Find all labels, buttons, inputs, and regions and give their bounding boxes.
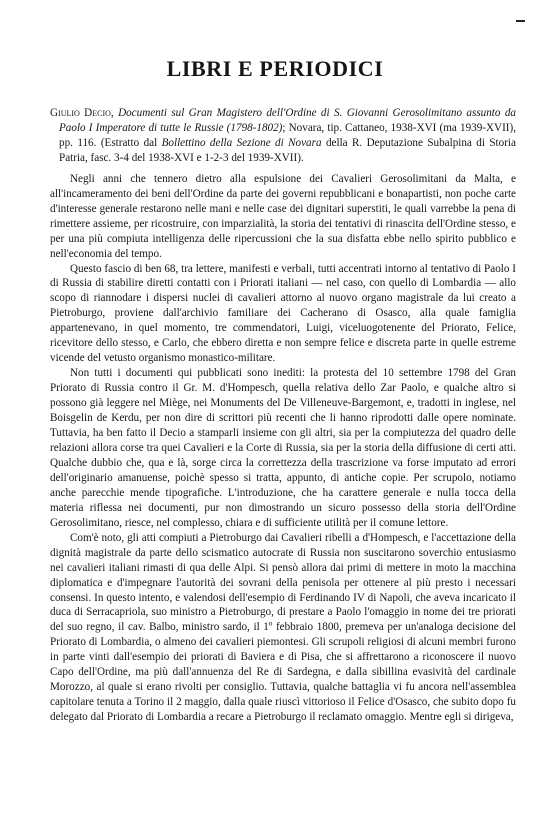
paragraph-2: Questo fascio di ben 68, tra lettere, manifesti e verbali, tutti accentrati intorno al tentativo di Paolo I di Russia di stabilire diretti contatti con i Priorati italiani — nel caso, con quello di Lombardia — allo scopo di riannodare i dispersi nuclei di cavalieri attorno al nuovo organo magistrale da lui creato a Pietroburgo, proviene dall'archivio familiare dei Cacherano di Osasco, alla quale famiglia appartenevano, in quel momento, tre commendatori, Luigi, viceluogotenente del Priorato, Felice, ricevitore dello stesso, e Carlo, che ebbero diretta e non sempre felice e discreta parte in quelle estreme vicende del vetusto organismo monastico-militare.	[50, 262, 516, 365]
review-body	[50, 106, 516, 725]
citation-journal: Bollettino della Sezione di Novara	[161, 136, 322, 149]
book-citation	[50, 106, 516, 166]
paragraph-3: Non tutti i documenti qui pubblicati sono inediti: la protesta del 10 settembre 1798 del Gran Priorato di Russia contro il Gr. M. d'Hompesch, quella relativa dello Zar Paolo, e qualche altro si possono già leggere nel Miège, nei Monuments del De Villeneuve-Bargemont, e, tradotti in inglese, nel Boisgelin de Kerdu, per non dire di scrittori più recenti che li hanno riprodotti dalle opere nominate. Tuttavia, ha ben fatto il Decio a stamparli insieme con gli altri, sia per la compiutezza del quadro delle relazioni allora corse tra quei Cavalieri e la Corte di Russia, sia per la storia della diffusione di certi atti. Qualche dubbio che, qua e là, sorge circa la correttezza della trascrizione va forse imputato ad errori dell'originario amanuense, poichè spesso si tratta, appunto, di antiche copie. Per scrupolo, notiamo anche parecchie mende tipografiche. L'introduzione, che ha carattere generale e nulla tocca della materia riflessa nei documenti, pur non dimostrando un sicuro possesso della storia dell'Ordine Gerosolimitano, riesce, nel complesso, chiara e di sufficiente utilità per il comune lettore.	[50, 367, 516, 529]
section-title: LIBRI E PERIODICI	[166, 56, 384, 81]
citation-publication: ; Novara, tip. Cattaneo, 1938-XVI (ma 1939-XVII), pp. 116. (Estratto dal	[59, 121, 517, 149]
paragraph-4: Com'è noto, gli atti compiuti a Pietroburgo dai Cavalieri ribelli a d'Hompesch, e l'accettazione della dignità magistrale da parte dello scismatico autocrate di Russia non suscitarono soverchio entusiasmo nei cavalieri italiani rimasti di qua delle Alpi. Si pensò allora dai primi di mettere in moto la macchina diplomatica e d'impegnare l'autorità dei sovrani della penisola per ottenere al più presto i necessari consensi. In questo intento, e valendosi dell'esempio di Ferdinando IV di Napoli, che aveva incaricato il duca di Serracapriola, suo ministro a Pietroburgo, di prestare a Paolo l'omaggio in nome dei tre priorati del suo regno, il cav. Balbo, ministro sardo, il 1º febbraio 1800, premeva per un'analoga decisione del Priorato di Lombardia, o almeno dei cavalieri piemontesi. Gli scrupoli religiosi di alcuni membri furono in parte vinti dall'esempio dei priorati di Baviera e di Pisa, che si affrettarono a riconoscere il nuovo Capo dell'Ordine, ma più dall'annuenza del Re di Sardegna, e dalla sibillina evasività del cardinale Morozzo, al quale si erano rivolti per consiglio. Tuttavia, qualche battaglia vi fu ancora nell'assemblea capitolare tenuta a Torino il 2 maggio, dalla quale riuscì vittorioso il Felice d'Osasco, che subito dopo fu delegato dal Priorato di Lombardia a recare a Pietroburgo il reclamato omaggio. Mentre egli si dirigeva,	[50, 531, 516, 724]
citation-journal-rest: della R. Deputazione Subalpina di Storia Patria, fasc. 3-4 del 1938-XVI e 1-2-3 del 1939-XVII).	[59, 136, 516, 164]
citation-title: Documenti sul Gran Magistero dell'Ordine di S. Giovanni Gerosolimitano assunto da Paolo I Imperatore di tutte le Russie (1798-1802)	[59, 107, 516, 134]
paragraph-1: Negli anni che tennero dietro alla espulsione dei Cavalieri Gerosolimitani da Malta, e all'incameramento dei beni dell'Ordine da parte dei governi repubblicani e bonapartisti, non poche carte d'interesse generale restarono nelle mani e nelle case dei dignitari superstiti, le quali varrebbe la pena di rimettere assieme, per ricostruire, con imparzialità, la storia dei tentativi di rinascita dell'Ordine stesso, e per una più compiuta intelligenza delle ripercussioni che la sua disfatta ebbe nello spirito pubblico e nell'economia del tempo.	[50, 172, 516, 260]
page-mark	[516, 20, 525, 22]
citation-author: Giulio Decio,	[50, 107, 114, 119]
